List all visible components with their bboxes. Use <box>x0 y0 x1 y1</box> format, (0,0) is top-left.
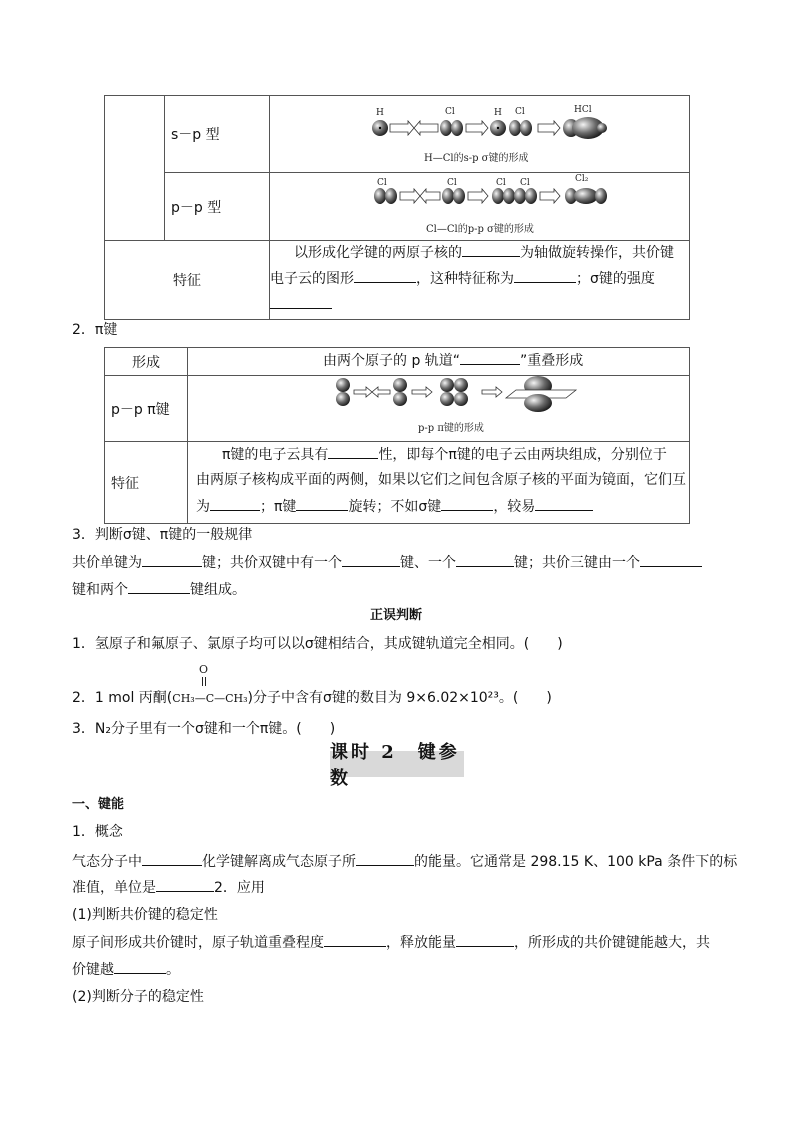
answer-blank[interactable] <box>142 552 202 567</box>
pp-atom-label-1: Cl <box>377 178 387 188</box>
carbonyl-bond-right <box>205 677 207 686</box>
pi-feature-line2: 由两原子核构成平面的两侧，如果以它们之间包含原子核的平面为镜面，它们互 <box>196 472 686 488</box>
carbonyl-bond-left <box>202 677 204 686</box>
application-1-line2: 价键越 。 <box>72 959 180 980</box>
pi-feature-label: 特征 <box>105 442 188 524</box>
table-empty-cell <box>105 96 165 241</box>
judge-title: 正误判断 <box>370 608 423 623</box>
application-1-line1: 原子间形成共价键时，原子轨道重叠程度 ，释放能量 ，所形成的共价键键能越大，共 <box>72 932 710 953</box>
atom-label-cl1: Cl <box>445 107 455 117</box>
atom-label-hcl: HCl <box>574 105 592 115</box>
answer-blank[interactable] <box>114 959 166 974</box>
judge-item-3: 3．N₂分子里有一个σ键和一个π键。( ) <box>72 721 336 737</box>
answer-blank[interactable] <box>296 496 348 511</box>
sigma-feature-line2: 电子云的图形 ，这种特征称为 ；σ键的强度 <box>270 268 655 289</box>
answer-blank[interactable] <box>324 932 386 947</box>
pp-atom-label-cl2: Cl₂ <box>575 174 589 184</box>
answer-blank[interactable] <box>456 552 514 567</box>
answer-blank[interactable] <box>210 496 260 511</box>
answer-blank[interactable] <box>156 877 214 892</box>
ppi-caption: p-p π键的形成 <box>418 423 484 434</box>
acetone-formula: CH₃—C—CH₃ <box>172 692 248 705</box>
application-2-heading: (2)判断分子的稳定性 <box>72 989 204 1005</box>
pi-feature-line1: π键的电子云具有 性，即每个π键的电子云由两块组成，分别位于 <box>222 444 667 465</box>
sp-caption: H—Cl的s-p σ键的形成 <box>424 153 529 164</box>
judge-item-2: 2．1 mol 丙酮(CH₃—C—CH₃)分子中含有σ键的数目为 9×6.02×10²³。( ) <box>72 690 552 706</box>
ppi-diagram <box>330 376 580 416</box>
concept-line2: 准值，单位是 2．应用 <box>72 877 265 898</box>
form-label: 形成 <box>105 348 188 376</box>
ppi-label: p－p π键 <box>105 376 188 442</box>
pp-atom-label-2: Cl <box>447 178 457 188</box>
pp-atom-label-4: Cl <box>520 178 530 188</box>
answer-blank[interactable] <box>441 496 493 511</box>
answer-blank[interactable] <box>462 242 520 257</box>
answer-blank[interactable] <box>354 268 416 283</box>
carbonyl-o: O <box>199 663 209 676</box>
answer-blank[interactable] <box>342 552 400 567</box>
sp-type-label: s－p 型 <box>165 96 270 173</box>
judge-item-1: 1．氢原子和氟原子、氯原子均可以以σ键相结合，其成键轨道完全相同。( ) <box>72 636 563 652</box>
pi-form-text: 由两个原子的 p 轨道“ ”重叠形成 <box>323 350 583 371</box>
rule-line2: 键和两个 键组成。 <box>72 579 246 600</box>
pp-sigma-diagram <box>368 178 618 218</box>
answer-blank[interactable] <box>356 851 414 866</box>
application-1-heading: (1)判断共价键的稳定性 <box>72 907 218 923</box>
section-heading-bond-energy: 一、键能 <box>72 797 125 812</box>
pi-heading: 2．π键 <box>72 322 118 338</box>
pp-type-label: p－p 型 <box>165 173 270 241</box>
rule-heading: 3．判断σ键、π键的一般规律 <box>72 527 253 543</box>
answer-blank[interactable] <box>128 579 190 594</box>
answer-blank[interactable] <box>514 268 576 283</box>
answer-blank[interactable] <box>328 444 378 459</box>
feature-label: 特征 <box>105 241 270 320</box>
atom-label-h1: H <box>376 108 384 118</box>
sigma-feature-line1: 以形成化学键的两原子核的 为轴做旋转操作，共价键 <box>294 242 674 263</box>
answer-blank[interactable] <box>456 932 514 947</box>
rule-line1: 共价单键为 键；共价双键中有一个 键、一个 键；共价三键由一个 <box>72 552 702 573</box>
concept-heading: 1．概念 <box>72 824 123 840</box>
sigma-feature-line3 <box>270 294 332 315</box>
answer-blank[interactable] <box>142 851 202 866</box>
answer-blank[interactable] <box>460 350 520 365</box>
pp-atom-label-3: Cl <box>496 178 506 188</box>
lesson-title: 课时 2 键参数 <box>330 751 464 777</box>
concept-line1: 气态分子中 化学键解离成气态原子所 的能量。它通常是 298.15 K、100 kPa 条件下的标 <box>72 851 737 872</box>
pp-caption: Cl—Cl的p-p σ键的形成 <box>426 224 534 235</box>
answer-blank[interactable] <box>535 496 593 511</box>
answer-blank[interactable] <box>270 294 332 309</box>
pi-feature-line3: 为 ；π键 旋转；不如σ键 ，较易 <box>196 496 593 517</box>
atom-label-h2: H <box>494 108 502 118</box>
atom-label-cl2: Cl <box>515 107 525 117</box>
answer-blank[interactable] <box>640 552 702 567</box>
